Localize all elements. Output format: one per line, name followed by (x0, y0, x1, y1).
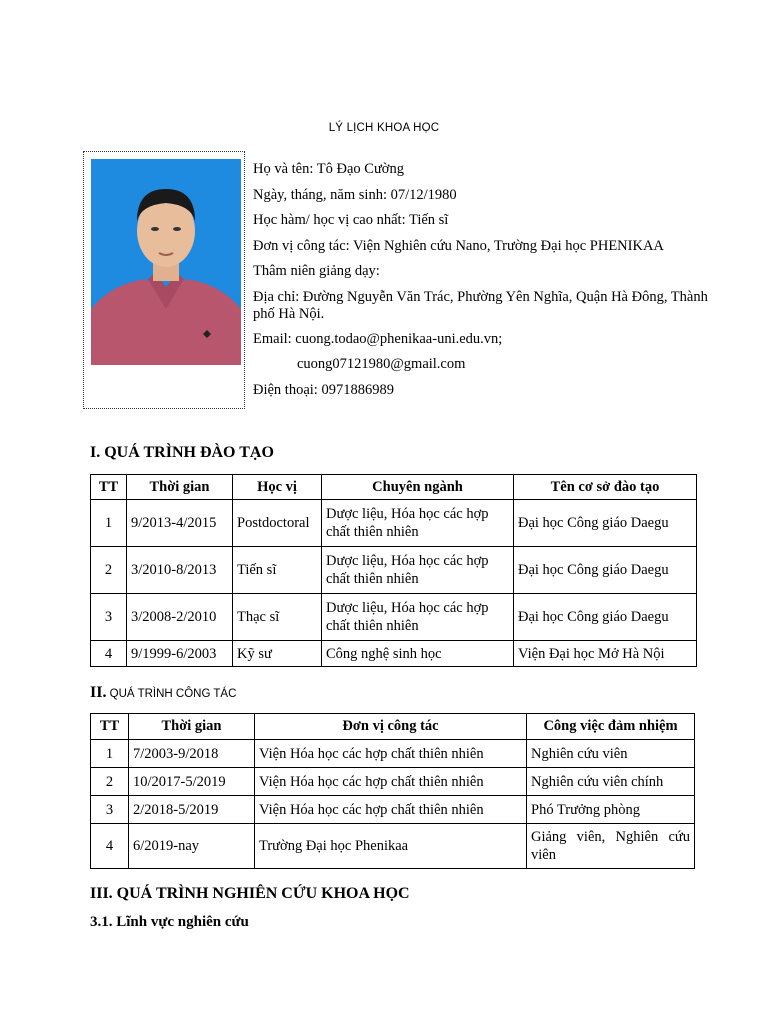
table-row (91, 768, 695, 796)
table-row (91, 796, 695, 824)
table-cell: 4 (91, 641, 127, 667)
table-row (91, 641, 697, 667)
table-cell: 3 (91, 594, 127, 641)
portrait-photo (91, 159, 241, 365)
research-heading: III. QUÁ TRÌNH NGHIÊN CỨU KHOA HỌC (90, 885, 410, 902)
table-cell: Phó Trưởng phòng (527, 796, 695, 824)
work-heading-text: QUÁ TRÌNH CÔNG TÁC (109, 688, 237, 700)
profile-seniority: Thâm niên giảng dạy: (253, 263, 380, 279)
table-row (91, 824, 695, 869)
table-row (91, 594, 697, 641)
table-cell: 9/1999-6/2003 (127, 641, 233, 667)
table-cell: 2/2018-5/2019 (129, 796, 255, 824)
table-cell: Tiến sĩ (233, 547, 322, 594)
table-cell: Kỹ sư (233, 641, 322, 667)
table-row (91, 740, 695, 768)
table-cell: Viện Đại học Mở Hà Nội (514, 641, 697, 667)
portrait-frame (83, 151, 245, 409)
table-cell: 1 (91, 500, 127, 547)
profile-dob: Ngày, tháng, năm sinh: 07/12/1980 (253, 186, 457, 203)
table-cell: 6/2019-nay (129, 824, 255, 869)
table-cell: 2 (91, 547, 127, 594)
table-cell: Đại học Công giáo Daegu (514, 594, 697, 641)
table-cell: Giảng viên, Nghiên cứu viên (527, 824, 695, 869)
table-cell: 10/2017-5/2019 (129, 768, 255, 796)
profile-email-2[interactable]: cuong07121980@gmail.com (297, 356, 466, 372)
training-heading: I. QUÁ TRÌNH ĐÀO TẠO (90, 444, 274, 461)
work-table (90, 713, 695, 869)
table-cell: Nghiên cứu viên chính (527, 768, 695, 796)
table-cell: 1 (91, 740, 129, 768)
profile-degree: Học hàm/ học vị cao nhất: Tiến sĩ (253, 212, 449, 228)
column-header: Chuyên ngành (322, 475, 514, 500)
table-row (91, 500, 697, 547)
table-cell: Đại học Công giáo Daegu (514, 547, 697, 594)
table-cell: Đại học Công giáo Daegu (514, 500, 697, 547)
table-cell: Dược liệu, Hóa học các hợp chất thiên nhiên (322, 594, 514, 641)
table-cell: 2 (91, 768, 129, 796)
profile-unit: Đơn vị công tác: Viện Nghiên cứu Nano, Trường Đại học PHENIKAA (253, 237, 664, 254)
table-cell: 9/2013-4/2015 (127, 500, 233, 547)
work-heading (90, 684, 236, 702)
table-cell: Thạc sĩ (233, 594, 322, 641)
page-title: LÝ LỊCH KHOA HỌC (328, 122, 440, 134)
profile-phone: Điện thoại: 0971886989 (253, 381, 394, 398)
column-header: Học vị (233, 475, 322, 500)
table-cell: 3/2010-8/2013 (127, 547, 233, 594)
research-subheading: 3.1. Lĩnh vực nghiên cứu (90, 914, 249, 930)
profile-address: Địa chỉ: Đường Nguyễn Văn Trác, Phường Yên Nghĩa, Quận Hà Đông, Thành phố Hà Nội. (253, 288, 708, 322)
column-header: TT (91, 475, 127, 500)
profile-email-1[interactable]: Email: cuong.todao@phenikaa-uni.edu.vn; (253, 330, 503, 347)
table-cell: Dược liệu, Hóa học các hợp chất thiên nhiên (322, 500, 514, 547)
table-cell: Postdoctoral (233, 500, 322, 547)
column-header: Công việc đảm nhiệm (527, 714, 695, 740)
work-heading-number: II. (90, 684, 107, 701)
table-cell: 3/2008-2/2010 (127, 594, 233, 641)
table-cell: 7/2003-9/2018 (129, 740, 255, 768)
table-row (91, 547, 697, 594)
column-header: TT (91, 714, 129, 740)
column-header: Thời gian (127, 475, 233, 500)
table-cell: Dược liệu, Hóa học các hợp chất thiên nhiên (322, 547, 514, 594)
column-header: Tên cơ sở đào tạo (514, 475, 697, 500)
profile-name: Họ và tên: Tô Đạo Cường (253, 161, 404, 177)
training-table (90, 474, 697, 667)
column-header: Đơn vị công tác (255, 714, 527, 740)
table-header-row (91, 714, 695, 740)
table-cell: Trường Đại học Phenikaa (255, 824, 527, 869)
table-cell: Viện Hóa học các hợp chất thiên nhiên (255, 740, 527, 768)
table-cell: 4 (91, 824, 129, 869)
table-header-row (91, 475, 697, 500)
table-cell: Công nghệ sinh học (322, 641, 514, 667)
column-header: Thời gian (129, 714, 255, 740)
table-cell: Viện Hóa học các hợp chất thiên nhiên (255, 796, 527, 824)
table-cell: Nghiên cứu viên (527, 740, 695, 768)
table-cell: 3 (91, 796, 129, 824)
table-cell: Viện Hóa học các hợp chất thiên nhiên (255, 768, 527, 796)
profile-info (253, 157, 713, 403)
